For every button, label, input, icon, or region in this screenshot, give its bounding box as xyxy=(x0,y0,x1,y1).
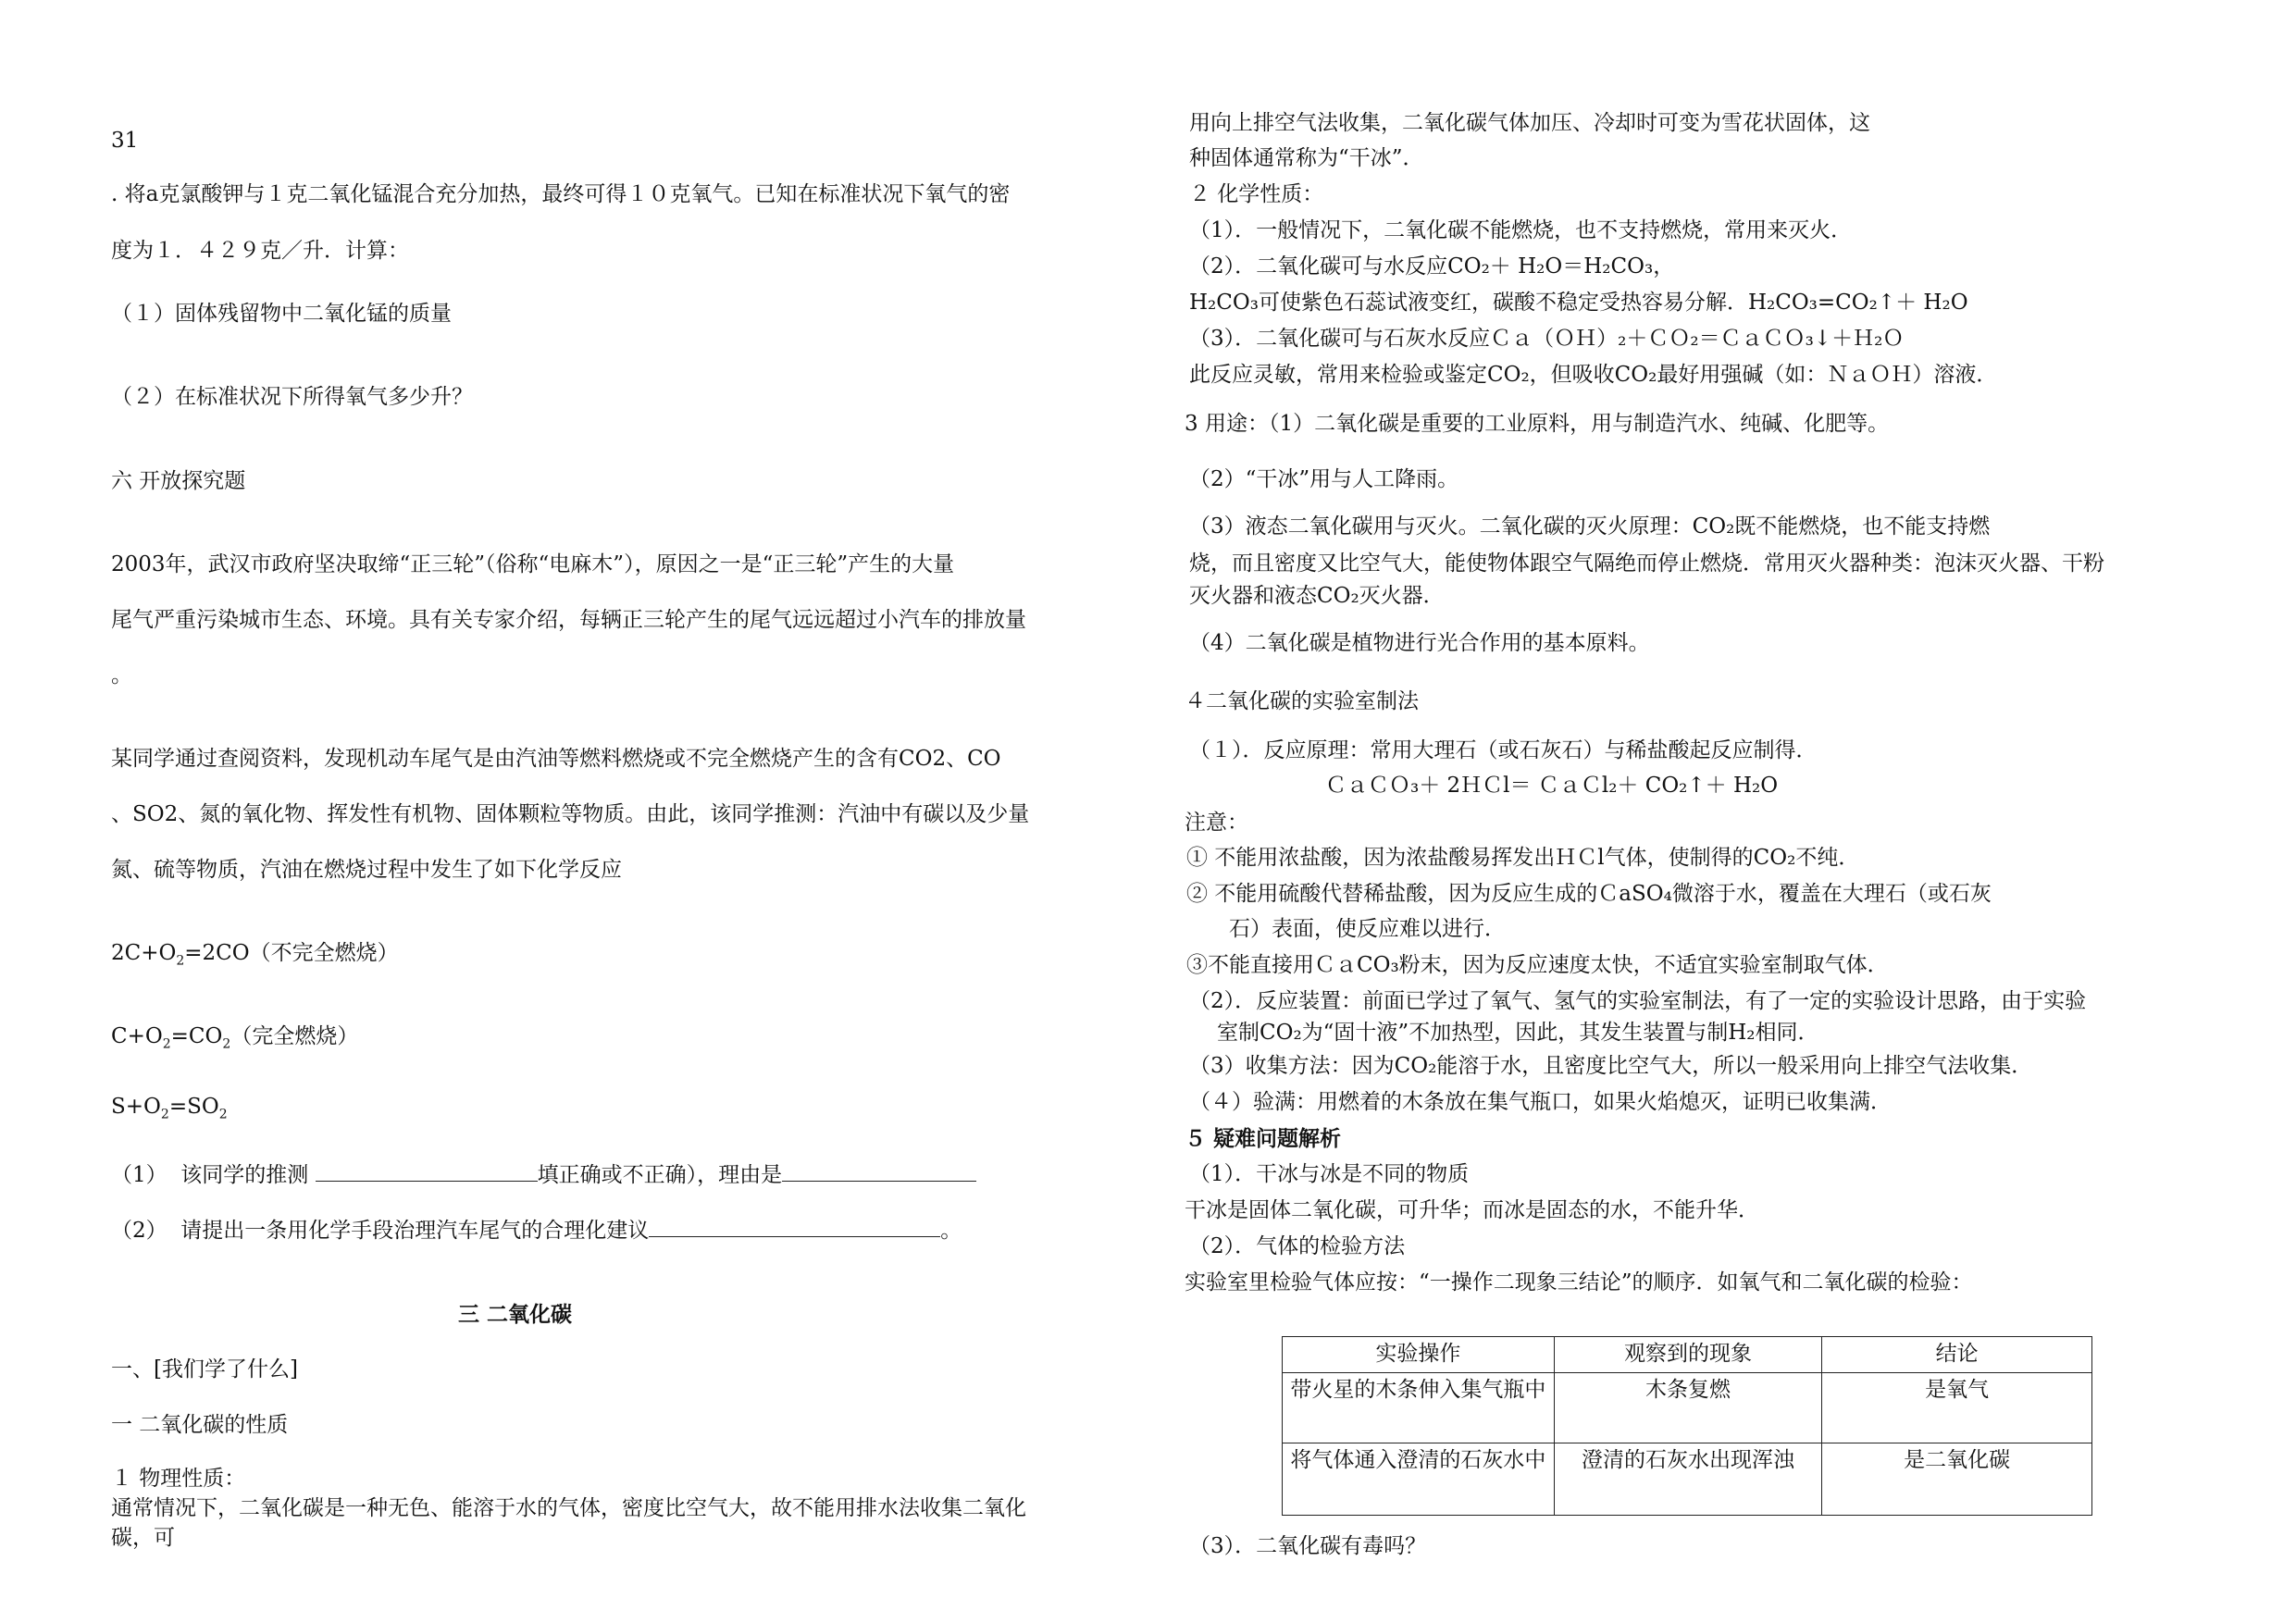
equation-complete-combustion: $C+O_2=CO_2$（完全燃烧） xyxy=(111,1024,359,1052)
question-text: （2） 请提出一条用化学手段治理汽车尾气的合理化建议 xyxy=(111,1219,650,1243)
table-cell: 将气体通入澄清的石灰水中 xyxy=(1283,1443,1555,1515)
equation-note: （不完全燃烧） xyxy=(249,941,399,965)
paragraph-line: 氮、硫等物质，汽油在燃烧过程中发生了如下化学反应 xyxy=(111,858,622,882)
text-line: （2）．二氧化碳可与水反应CO₂＋ H₂O＝H₂CO₃， xyxy=(1189,254,1675,279)
subheading: １ 物理性质： xyxy=(111,1467,246,1491)
paragraph-line: 。 xyxy=(111,663,132,688)
text-line: （2）“干冰”用与人工降雨。 xyxy=(1189,467,1459,491)
q31-line-2: 度为１．４２９克／升．计算： xyxy=(111,239,409,263)
text-line: ③不能直接用ＣａCO₃粉末，因为反应速度太快，不适宜实验室制取气体． xyxy=(1186,953,1889,977)
text-line: （1）．一般情况下，二氧化碳不能燃烧，也不支持燃烧，常用来灭火． xyxy=(1189,218,1853,242)
text-line: ② 不能用硫酸代替稀盐酸，因为反应生成的ＣaSO₄微溶于水，覆盖在大理石（或石灰 xyxy=(1186,882,1992,906)
subheading: 一 二氧化碳的性质 xyxy=(111,1413,289,1437)
text-line: （４）验满：用燃着的木条放在集气瓶口，如果火焰熄灭，证明已收集满． xyxy=(1189,1090,1892,1114)
text-line: H₂CO₃可使紫色石蕊试液变红，碳酸不稳定受热容易分解．H₂CO₃=CO₂↑＋ H₂O xyxy=(1189,291,1968,315)
text-line: 注意： xyxy=(1185,811,1248,835)
text-line: （2）．反应装置：前面已学过了氧气、氢气的实验室制法，有了一定的实验设计思路，由于实验 xyxy=(1189,989,2087,1013)
paragraph-line: 通常情况下，二氧化碳是一种无色、能溶于水的气体，密度比空气大，故不能用排水法收集二氧化 xyxy=(111,1496,1026,1520)
table-cell: 澄清的石灰水出现浑浊 xyxy=(1554,1443,1822,1515)
table-cell: 木条复燃 xyxy=(1554,1372,1822,1443)
equation-note: （完全燃烧） xyxy=(230,1024,359,1048)
table-row xyxy=(1283,1443,2092,1515)
text-line: （1）．干冰与冰是不同的物质 xyxy=(1189,1162,1470,1186)
table-cell: 是氧气 xyxy=(1822,1372,2092,1443)
chapter-title: 三 二氧化碳 xyxy=(458,1302,573,1327)
text-line: 烧，而且密度又比空气大，能使物体跟空气隔绝而停止燃烧．常用灭火器种类：泡沫灭火器、干粉 xyxy=(1189,551,2104,576)
q31-sub-b: （２）在标准状况下所得氧气多少升？ xyxy=(111,385,473,409)
question-number: 31 xyxy=(111,129,139,153)
question-1 xyxy=(111,1163,976,1189)
text-line: 室制CO₂为“固十液”不加热型，因此，其发生装置与制H₂相同． xyxy=(1217,1021,1819,1045)
answer-blank[interactable] xyxy=(782,1181,976,1182)
text-line: ① 不能用浓盐酸，因为浓盐酸易挥发出ＨＣl气体，使制得的CO₂不纯． xyxy=(1186,846,1860,870)
subheading: ２ 化学性质： xyxy=(1189,182,1324,206)
paragraph-line: 、SO2、氮的氧化物、挥发性有机物、固体颗粒等物质。由此，该同学推测：汽油中有碳以及少量 xyxy=(111,802,1030,826)
text-line: 3 用途：（1）二氧化碳是重要的工业原料，用与制造汽水、纯碱、化肥等。 xyxy=(1185,412,1890,436)
paragraph-line: 碳，可 xyxy=(111,1526,175,1550)
equation-sulfur: $S+O_2=SO_2$ xyxy=(111,1095,228,1122)
equation: ＣａＣＯ₃＋ 2ＨＣl＝ ＣａＣl₂＋ CO₂↑＋ H₂O xyxy=(1325,774,1779,798)
equation-incomplete-combustion: $2C+O_2=2CO$（不完全燃烧） xyxy=(111,941,399,969)
q31-line-1: . 将a克氯酸钾与１克二氧化锰混合充分加热，最终可得１０克氧气。已知在标准状况下氧气的密 xyxy=(111,182,1011,206)
table-row xyxy=(1283,1372,2092,1443)
subheading: ４二氧化碳的实验室制法 xyxy=(1185,689,1419,713)
text-line: （3）液态二氧化碳用与灭火。二氧化碳的灭火原理：CO₂既不能燃烧，也不能支持燃 xyxy=(1189,514,1991,539)
table-cell: 是二氧化碳 xyxy=(1822,1443,2092,1515)
q31-sub-a: （１）固体残留物中二氧化锰的质量 xyxy=(111,302,452,326)
text-line: （2）．气体的检验方法 xyxy=(1189,1234,1406,1258)
text-line: 实验室里检验气体应按：“一操作二现象三结论”的顺序．如氧气和二氧化碳的检验： xyxy=(1185,1270,1973,1295)
paragraph-line: 尾气严重污染城市生态、环境。具有关专家介绍，每辆正三轮产生的尾气远远超过小汽车的排放量 xyxy=(111,608,1026,632)
answer-blank[interactable] xyxy=(316,1181,538,1182)
table-cell: 带火星的木条伸入集气瓶中 xyxy=(1283,1372,1555,1443)
table-header-row xyxy=(1283,1337,2092,1373)
text-line: （3）．二氧化碳有毒吗？ xyxy=(1189,1534,1427,1558)
paragraph-line: 2003年，武汉市政府坚决取缔“正三轮”（俗称“电麻木”），原因之一是“正三轮”产生的大量 xyxy=(111,552,955,576)
text-line: 此反应灵敏，常用来检验或鉴定CO₂，但吸收CO₂最好用强碱（如：ＮａＯＨ）溶液． xyxy=(1189,363,1998,387)
text-line: 用向上排空气法收集，二氧化碳气体加压、冷却时可变为雪花状固体，这 xyxy=(1189,111,1870,135)
gas-test-table xyxy=(1282,1336,2092,1516)
subheading: ５ 疑难问题解析 xyxy=(1185,1126,1342,1151)
text-line: （3）．二氧化碳可与石灰水反应Ｃａ（ＯＨ）₂＋ＣＯ₂＝ＣａＣＯ₃↓＋Ｈ₂Ｏ xyxy=(1189,327,1905,351)
table-header-cell: 实验操作 xyxy=(1283,1337,1555,1373)
question-text: 。 xyxy=(940,1219,962,1243)
text-line: 种固体通常称为“干冰”． xyxy=(1189,146,1424,170)
text-line: 干冰是固体二氧化碳，可升华；而冰是固态的水，不能升华． xyxy=(1185,1198,1759,1222)
text-line: （3）收集方法：因为CO₂能溶于水，且密度比空气大，所以一般采用向上排空气法收集． xyxy=(1189,1054,2033,1078)
text-line: 灭火器和液态CO₂灭火器． xyxy=(1189,584,1445,608)
table-header-cell: 结论 xyxy=(1822,1337,2092,1373)
section-heading: 六 开放探究题 xyxy=(111,469,246,493)
text-line: 石）表面，使反应难以进行． xyxy=(1229,917,1506,941)
answer-blank[interactable] xyxy=(649,1236,940,1237)
question-text: 填正确或不正确），理由是 xyxy=(537,1163,783,1187)
text-line: （１）．反应原理：常用大理石（或石灰石）与稀盐酸起反应制得． xyxy=(1189,738,1818,762)
text-line: （4）二氧化碳是植物进行光合作用的基本原料。 xyxy=(1189,631,1650,655)
question-2 xyxy=(111,1219,962,1245)
paragraph-line: 某同学通过查阅资料，发现机动车尾气是由汽油等燃料燃烧或不完全燃烧产生的含有CO2、CO xyxy=(111,747,1001,771)
table-header-cell: 观察到的现象 xyxy=(1554,1337,1822,1373)
subheading: 一、[我们学了什么] xyxy=(111,1357,298,1381)
question-text: （1） 该同学的推测 xyxy=(111,1163,316,1187)
